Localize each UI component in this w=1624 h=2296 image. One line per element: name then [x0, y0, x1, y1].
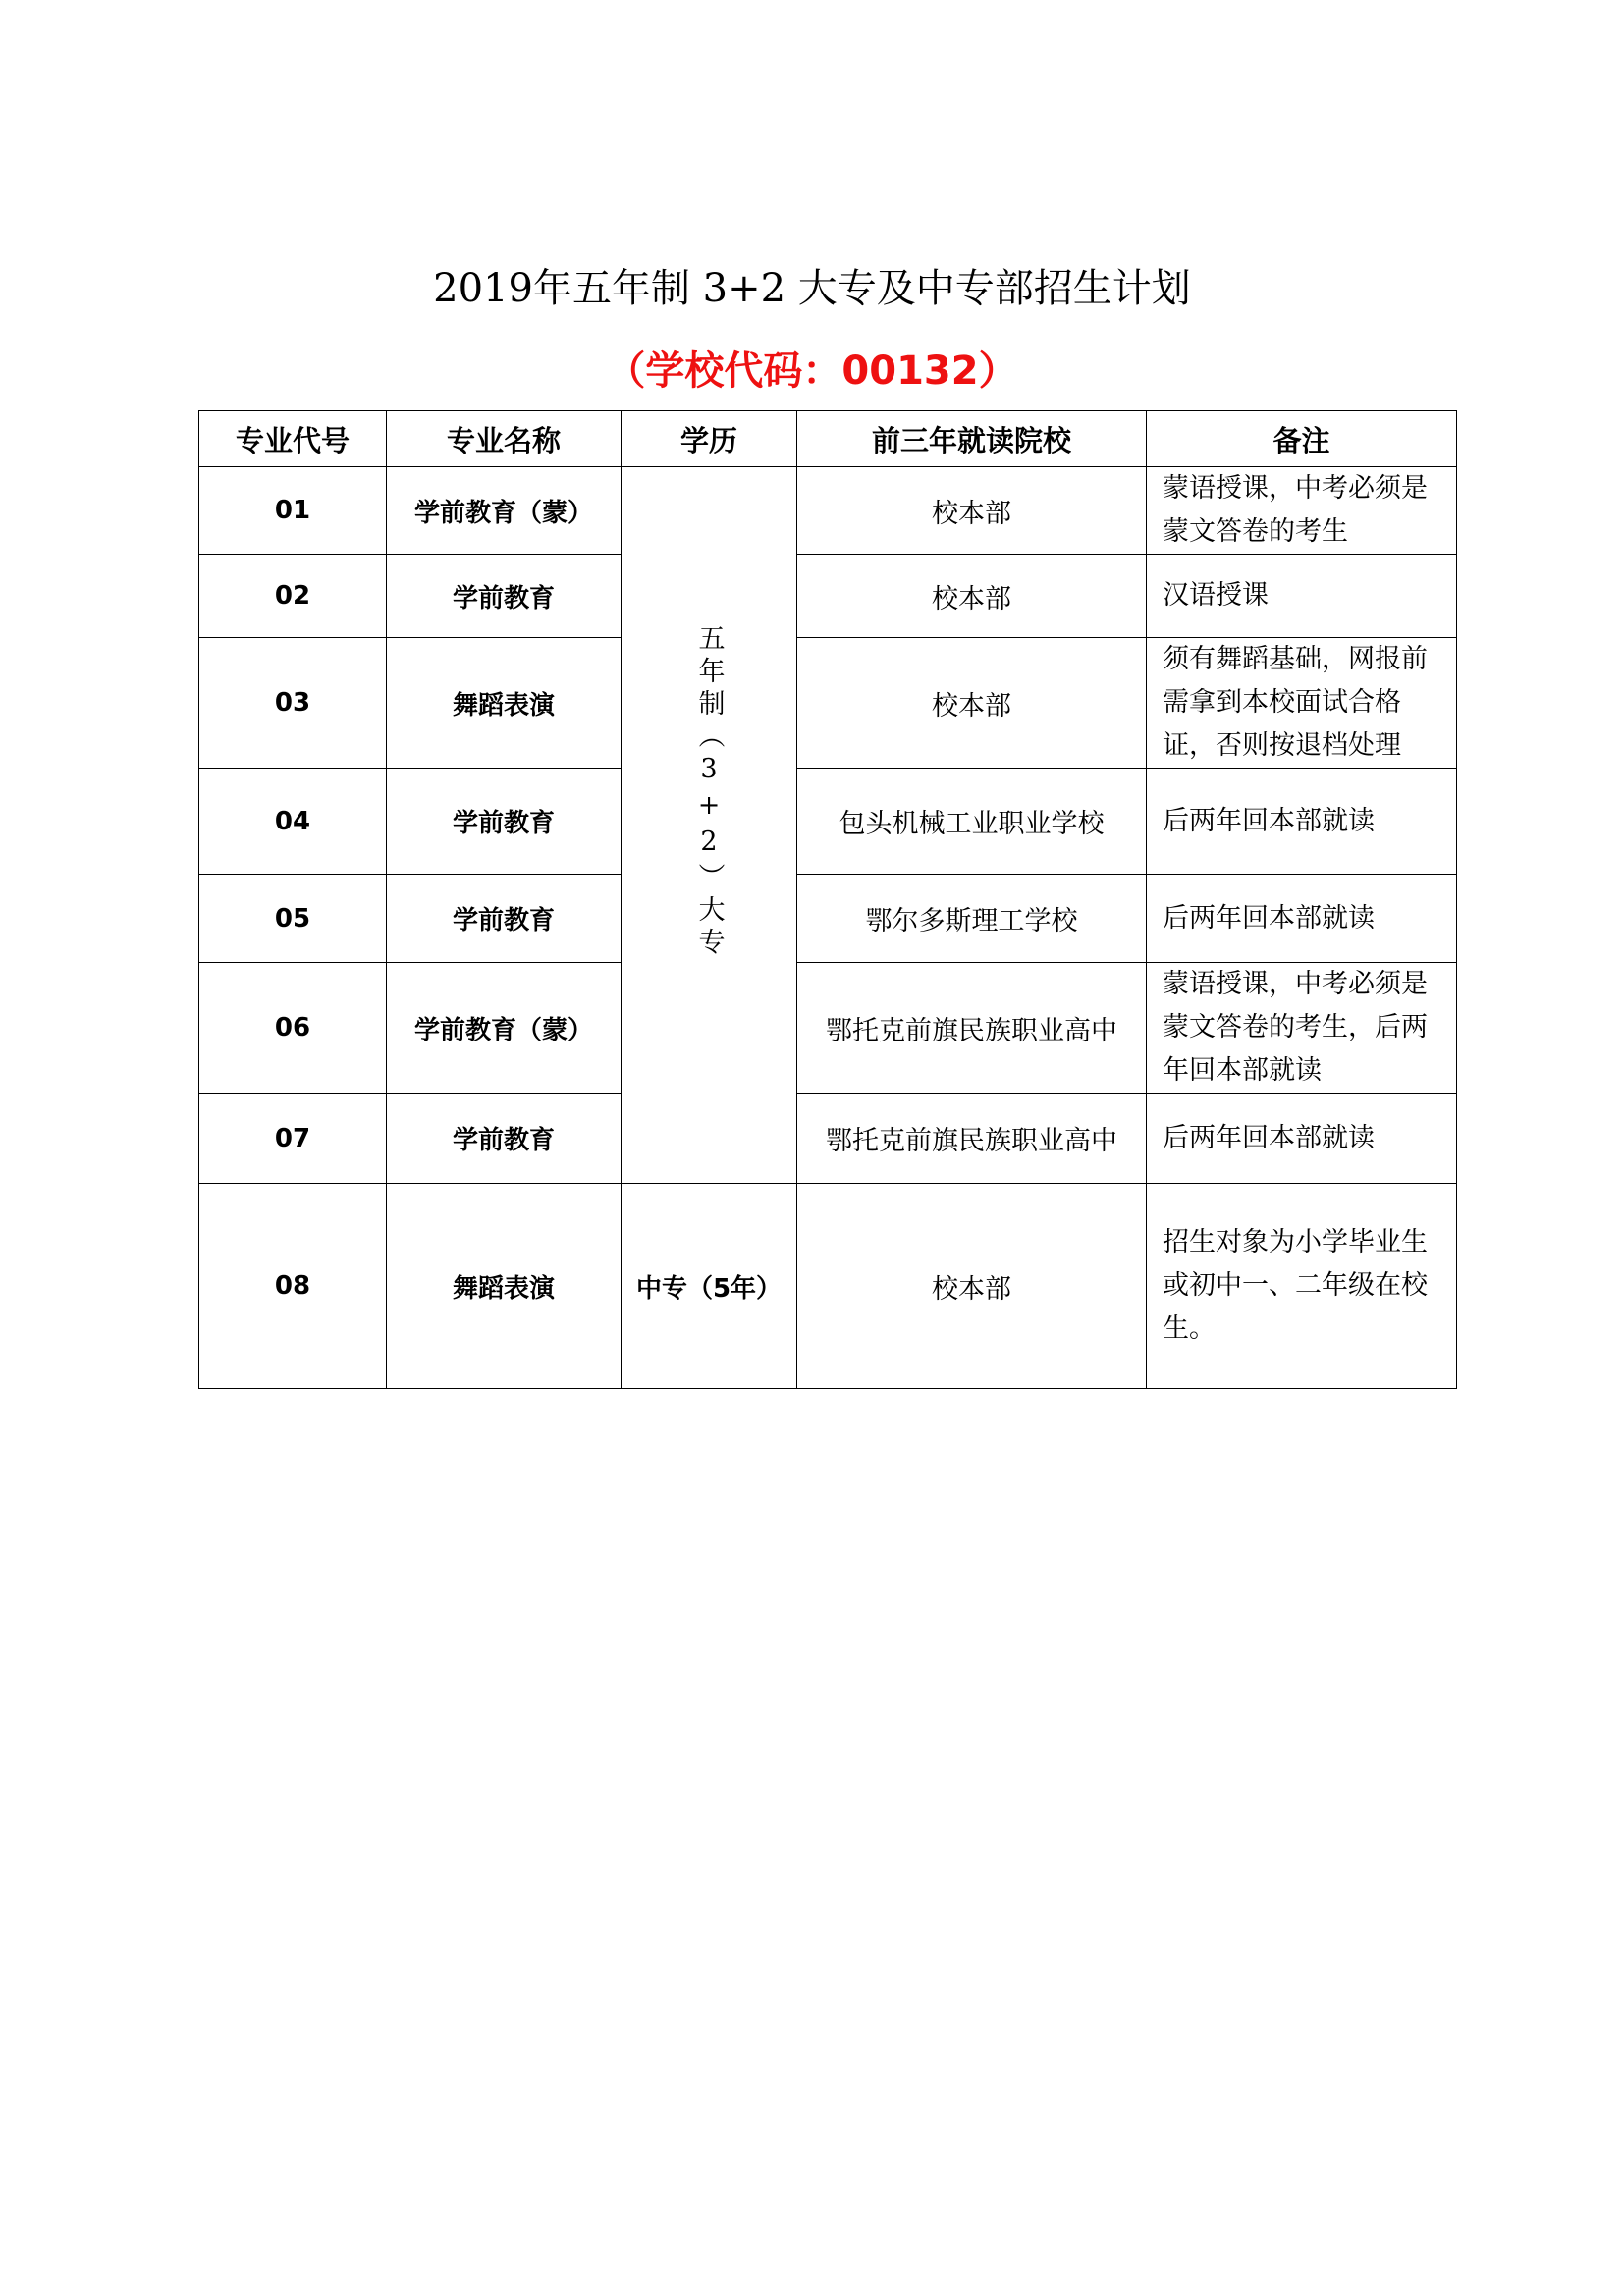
header-major-name: 专业名称	[387, 411, 622, 467]
header-education: 学历	[622, 411, 797, 467]
school-code: （学校代码：00132）	[606, 348, 1018, 394]
education-merged-cell	[622, 467, 797, 1184]
education-label: 五年制（3+2）大专	[693, 624, 725, 960]
major-code: 06	[199, 963, 387, 1094]
major-name: 学前教育	[387, 1094, 622, 1184]
table-row	[199, 638, 1457, 769]
table-row	[199, 875, 1457, 963]
table-row	[199, 769, 1457, 875]
remark: 蒙语授课，中考必须是蒙文答卷的考生	[1147, 467, 1457, 555]
school-name: 鄂托克前旗民族职业高中	[797, 963, 1147, 1094]
major-name: 学前教育	[387, 555, 622, 638]
major-code: 08	[199, 1184, 387, 1389]
table-row	[199, 1094, 1457, 1184]
table-row	[199, 1184, 1457, 1389]
table-row	[199, 467, 1457, 555]
header-remarks: 备注	[1147, 411, 1457, 467]
remark: 后两年回本部就读	[1147, 875, 1457, 963]
major-name: 学前教育（蒙）	[387, 467, 622, 555]
school-name: 校本部	[797, 467, 1147, 555]
school-name: 鄂尔多斯理工学校	[797, 875, 1147, 963]
major-code: 03	[199, 638, 387, 769]
table-row	[199, 963, 1457, 1094]
major-code: 05	[199, 875, 387, 963]
education: 中专（5年）	[622, 1184, 797, 1389]
major-name: 学前教育	[387, 769, 622, 875]
school-name: 校本部	[797, 555, 1147, 638]
page-title: 2019年五年制 3+2 大专及中专部招生计划	[433, 266, 1191, 311]
major-code: 04	[199, 769, 387, 875]
school-name: 鄂托克前旗民族职业高中	[797, 1094, 1147, 1184]
header-first-three-years-school: 前三年就读院校	[797, 411, 1147, 467]
enrollment-plan-table	[198, 410, 1457, 1389]
table-row	[199, 555, 1457, 638]
table-header-row	[199, 411, 1457, 467]
remark: 汉语授课	[1147, 555, 1457, 638]
remark: 须有舞蹈基础，网报前需拿到本校面试合格证，否则按退档处理	[1147, 638, 1457, 769]
major-name: 学前教育	[387, 875, 622, 963]
major-name: 舞蹈表演	[387, 638, 622, 769]
remark: 招生对象为小学毕业生或初中一、二年级在校生。	[1147, 1184, 1457, 1389]
major-code: 07	[199, 1094, 387, 1184]
major-code: 02	[199, 555, 387, 638]
school-name: 校本部	[797, 1184, 1147, 1389]
remark: 后两年回本部就读	[1147, 1094, 1457, 1184]
header-major-code: 专业代号	[199, 411, 387, 467]
major-name: 学前教育（蒙）	[387, 963, 622, 1094]
major-code: 01	[199, 467, 387, 555]
remark: 后两年回本部就读	[1147, 769, 1457, 875]
school-name: 校本部	[797, 638, 1147, 769]
school-name: 包头机械工业职业学校	[797, 769, 1147, 875]
remark: 蒙语授课，中考必须是蒙文答卷的考生，后两年回本部就读	[1147, 963, 1457, 1094]
major-name: 舞蹈表演	[387, 1184, 622, 1389]
